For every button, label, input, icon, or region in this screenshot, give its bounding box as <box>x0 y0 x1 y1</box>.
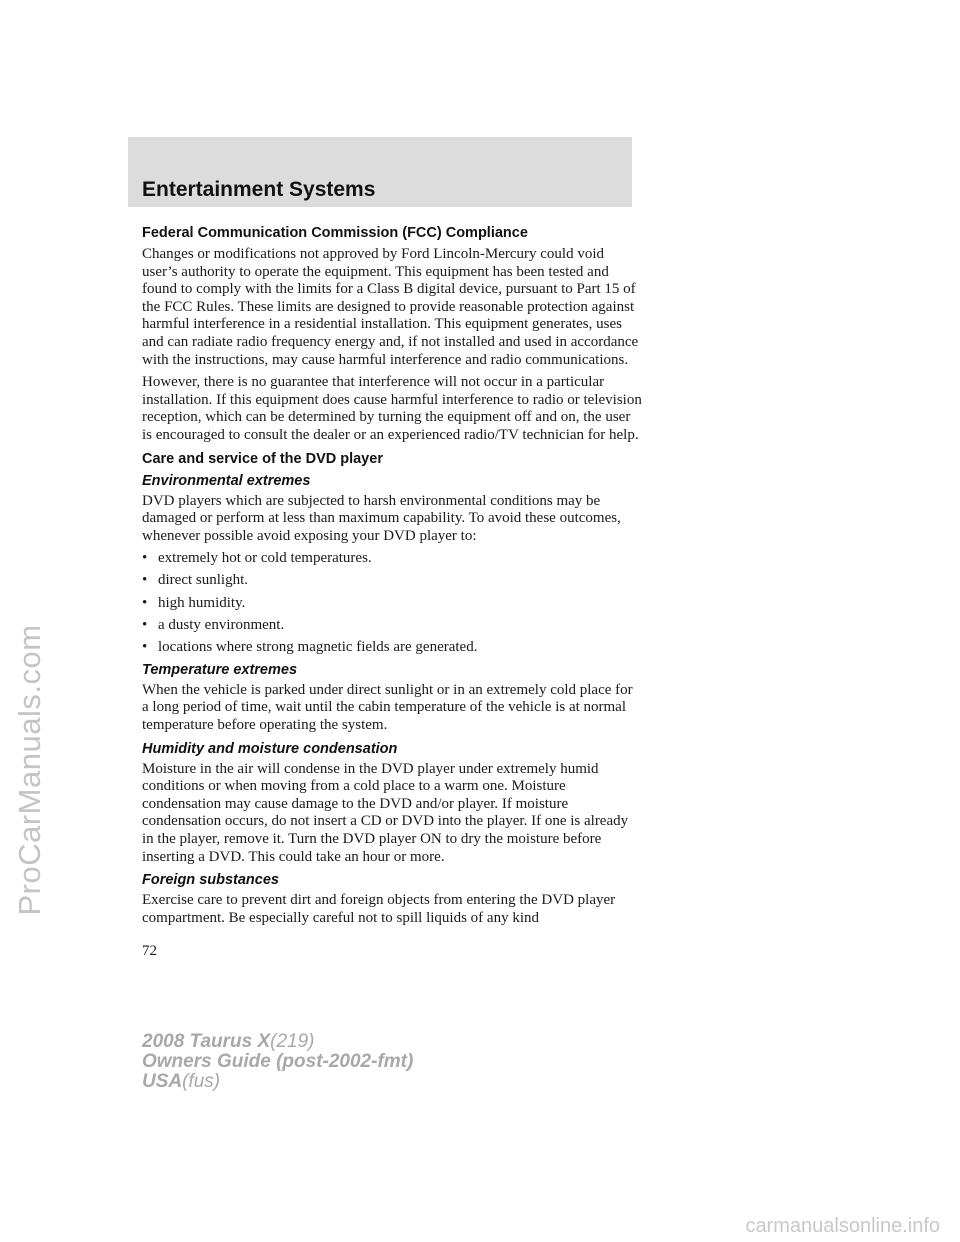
list-item <box>142 639 642 657</box>
footer-model: 2008 Taurus X <box>142 1031 271 1052</box>
footer-market-code: (fus) <box>182 1071 221 1092</box>
fcc-paragraph-2: However, there is no guarantee that interference will not occur in a particular installation. If this equipment does cause harmful interference to radio or television reception, which can be determined by turning the equipment off and on, the user is encouraged to consult the dealer or an experienced radio/TV technician for help. <box>142 374 642 443</box>
list-item-text: direct sunlight. <box>158 572 248 589</box>
list-item <box>142 617 642 635</box>
fcc-paragraph-1: Changes or modifications not approved by Ford Lincoln-Mercury could void user’s authority to operate the equipment. This equipment has been tested and found to comply with the limits for a Class B digital device, pursuant to Part 15 of the FCC Rules. These limits are designed to provide reasonable protection against harmful interference in a residential installation. This equipment generates, uses and can radiate radio frequency energy and, if not installed and used in accordance with the instructions, may cause harmful interference and radio communications. <box>142 246 639 368</box>
side-watermark-text: ProCarManuals.com <box>12 624 47 916</box>
fcc-heading: Federal Communication Commission (FCC) Compliance <box>142 225 528 241</box>
foreign-substances-paragraph: Exercise care to prevent dirt and foreign objects from entering the DVD player compartment. Be especially careful not to spill liquids of any kind <box>142 892 616 926</box>
footer-line-model <box>142 1032 413 1052</box>
bottom-watermark: carmanualsonline.info <box>745 1215 940 1237</box>
temperature-heading: Temperature extremes <box>142 661 298 678</box>
bullet-icon: • <box>142 572 148 589</box>
footer-guide-type: Owners Guide (post-2002-fmt) <box>142 1051 414 1072</box>
list-item <box>142 595 642 613</box>
humidity-paragraph: Moisture in the air will condense in the DVD player under extremely humid conditions or when moving from a cold place to a warm one. Moisture condensation may cause damage to the DVD and/or player. If moisture condensation occurs, do not insert a CD or DVD into the player. If one is already in the player, remove it. Turn the DVD player ON to dry the moisture before inserting a DVD. This could take an hour or more. <box>142 760 629 865</box>
footer-model-code: (219) <box>270 1031 315 1052</box>
bullet-icon: • <box>142 594 148 611</box>
list-item <box>142 550 642 568</box>
temperature-paragraph: When the vehicle is parked under direct sunlight or in an extremely cold place for a long period of time, wait until the cabin temperature of the vehicle is at normal temperature before operating the system. <box>142 681 633 733</box>
bullet-icon: • <box>142 550 148 567</box>
footer-market: USA <box>142 1071 183 1092</box>
care-heading: Care and service of the DVD player <box>142 450 383 467</box>
list-item-text: high humidity. <box>158 594 246 611</box>
list-item-text: a dusty environment. <box>158 616 285 633</box>
side-watermark <box>4 510 56 1030</box>
foreign-substances-heading: Foreign substances <box>142 872 279 889</box>
section-header-band <box>128 137 632 207</box>
bullet-icon: • <box>142 638 148 655</box>
footer-line-market <box>142 1072 413 1092</box>
list-item <box>142 572 642 590</box>
environmental-heading: Environmental extremes <box>142 472 311 489</box>
document-footer <box>142 1032 413 1092</box>
environmental-paragraph: DVD players which are subjected to harsh environmental conditions may be damaged or perform at less than maximum capability. To avoid these outcomes, whenever possible avoid exposing your DVD player to: <box>142 492 621 544</box>
page-number: 72 <box>142 943 157 959</box>
list-item-text: extremely hot or cold temperatures. <box>158 550 372 567</box>
page-content <box>142 220 642 932</box>
section-title: Entertainment Systems <box>142 178 376 201</box>
list-item-text: locations where strong magnetic fields are generated. <box>158 638 478 655</box>
exposure-list <box>142 550 642 656</box>
bullet-icon: • <box>142 616 148 633</box>
humidity-heading: Humidity and moisture condensation <box>142 740 398 757</box>
